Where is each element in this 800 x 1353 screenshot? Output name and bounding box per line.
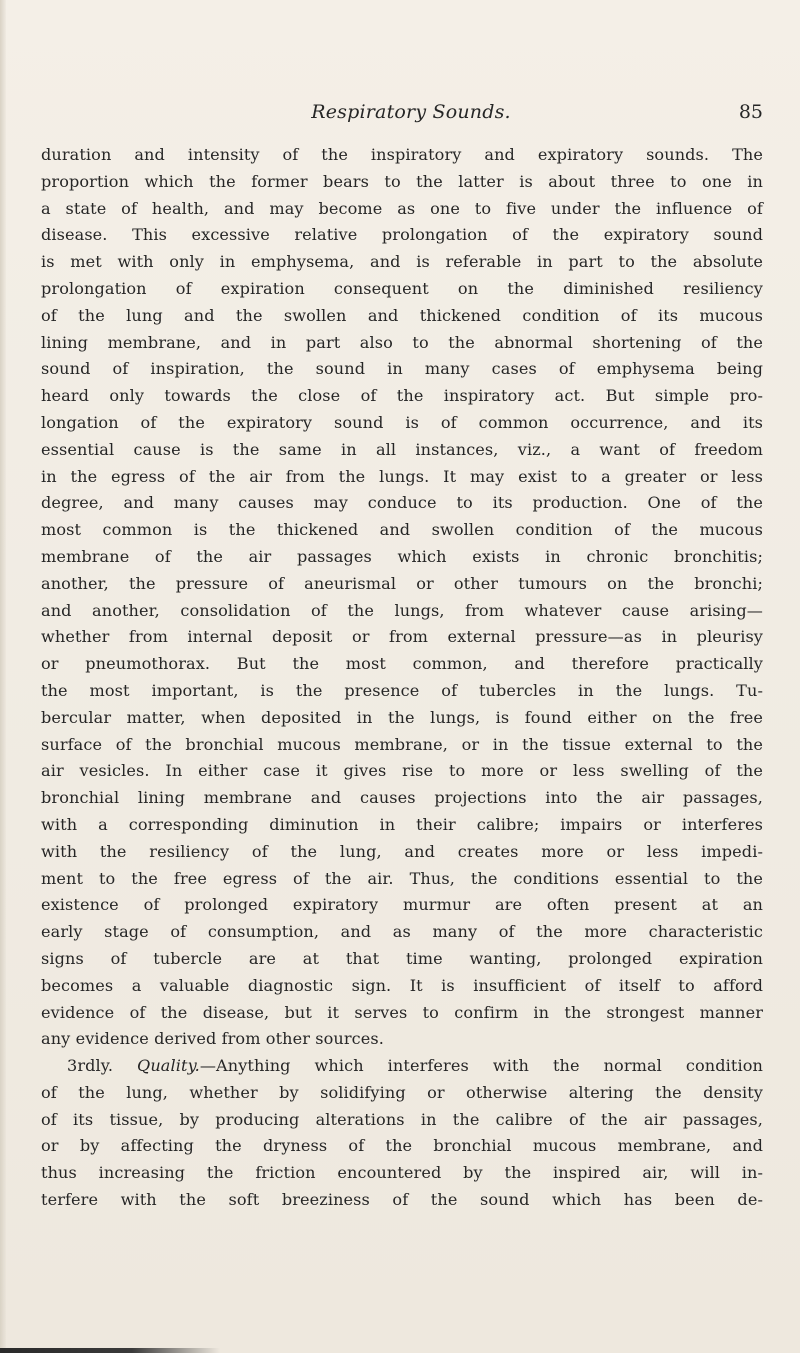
paragraph-first-line (41, 1053, 763, 1080)
text-line: of the lung and the swollen and thickened condition of its mucous (41, 305, 763, 325)
text-line: proportion which the former bears to the latter is about three to one in (41, 171, 763, 191)
text-line: existence of prolonged expiratory murmur are often present at an (41, 895, 763, 915)
text-line: thus increasing the friction encountered by the inspired air, will in- (41, 1163, 763, 1183)
text-line: bercular matter, when deposited in the lungs, is found either on the free (41, 707, 763, 727)
text-line: essential cause is the same in all instances, viz., a want of freedom (41, 439, 763, 459)
text-line: a state of health, and may become as one to five under the influence of (41, 198, 763, 218)
text-line: surface of the bronchial mucous membrane, or in the tissue external to the (41, 734, 763, 754)
text-line: terfere with the soft breeziness of the sound which has been de- (41, 1190, 763, 1210)
text-line: duration and intensity of the inspiratory and expiratory sounds. The (41, 145, 763, 164)
text-line: the most important, is the presence of tubercles in the lungs. Tu- (41, 680, 763, 700)
text-line: in the egress of the air from the lungs. It may exist to a greater or less (41, 466, 763, 486)
text-line: is met with only in emphysema, and is referable in part to the absolute (41, 252, 763, 272)
text-line: air vesicles. In either case it gives rise to more or less swelling of the (41, 761, 763, 781)
text-line: membrane of the air passages which exists in chronic bronchitis; (41, 546, 763, 566)
text-line: becomes a valuable diagnostic sign. It is insufficient of itself to afford (41, 975, 763, 995)
text-line: disease. This excessive relative prolongation of the expiratory sound (41, 225, 763, 245)
text-line: longation of the expiratory sound is of common occurrence, and its (41, 412, 763, 432)
running-head: Respiratory Sounds. (311, 101, 511, 123)
text-line: of the lung, whether by solidifying or otherwise altering the density (41, 1082, 763, 1102)
text-line: with the resiliency of the lung, and creates more or less impedi- (41, 841, 763, 861)
text-line: whether from internal deposit or from external pressure—as in pleurisy (41, 627, 763, 647)
section-lead-text: —Anything which interferes with the normal condition (199, 1056, 763, 1076)
text-line: degree, and many causes may conduce to its production. One of the (41, 493, 763, 513)
text-line: any evidence derived from other sources. (41, 1029, 384, 1049)
text-line: and another, consolidation of the lungs, from whatever cause arising— (41, 600, 763, 620)
text-line: with a corresponding diminution in their calibre; impairs or interferes (41, 814, 763, 834)
text-line: ment to the free egress of the air. Thus, the conditions essential to the (41, 868, 763, 888)
page-header (41, 101, 763, 129)
text-line: lining membrane, and in part also to the abnormal shortening of the (41, 332, 763, 352)
paragraph-prolonged-expiration (41, 142, 763, 1053)
section-number: 3rdly. (67, 1056, 114, 1076)
page-binding-edge (0, 0, 6, 1353)
text-line: early stage of consumption, and as many of the more characteristic (41, 922, 763, 942)
paragraph-quality (41, 1053, 763, 1214)
text-line: signs of tubercle are at that time wanting, prolonged expiration (41, 948, 763, 968)
text-line: heard only towards the close of the inspiratory act. But simple pro- (41, 386, 763, 406)
text-line: evidence of the disease, but it serves to confirm in the strongest manner (41, 1002, 763, 1022)
text-line: of its tissue, by producing alterations in the calibre of the air passages, (41, 1109, 763, 1129)
text-line: another, the pressure of aneurismal or other tumours on the bronchi; (41, 573, 763, 593)
page-bottom-edge-shadow (0, 1348, 220, 1353)
text-line: sound of inspiration, the sound in many cases of emphysema being (41, 359, 763, 379)
text-line: bronchial lining membrane and causes projections into the air passages, (41, 788, 763, 808)
page-number: 85 (738, 101, 763, 123)
text-line: or pneumothorax. But the most common, and therefore practically (41, 654, 763, 674)
text-line: prolongation of expiration consequent on the diminished resiliency (41, 278, 763, 298)
text-line: most common is the thickened and swollen condition of the mucous (41, 520, 763, 540)
text-line: or by affecting the dryness of the bronchial mucous membrane, and (41, 1136, 763, 1156)
section-heading: Quality. (137, 1056, 200, 1076)
body-text (41, 142, 763, 1214)
